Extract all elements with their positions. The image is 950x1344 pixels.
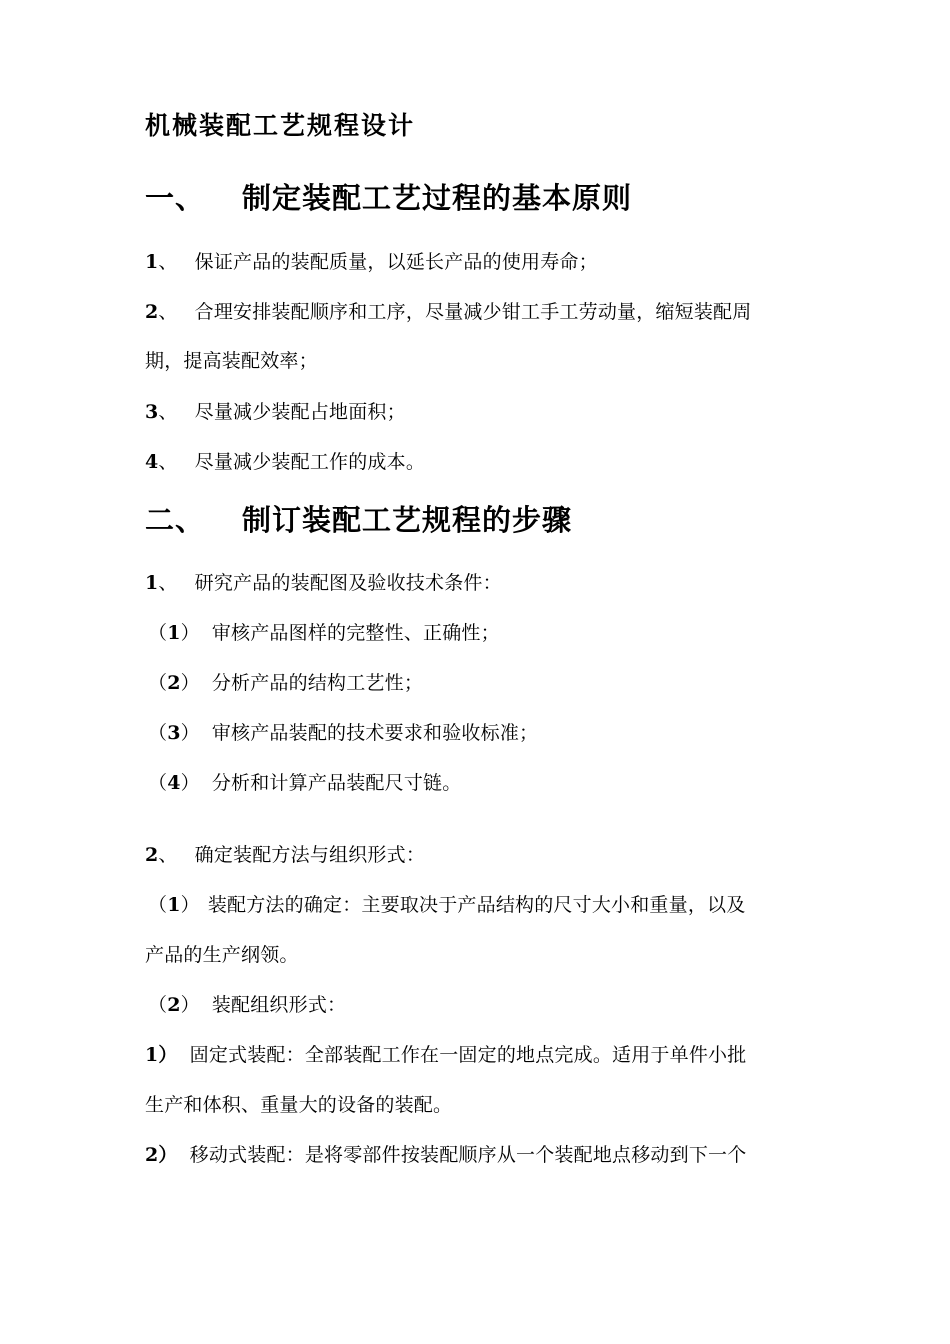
section-number: 二、 xyxy=(145,503,206,537)
sub-item: （3） 审核产品装配的技术要求和验收标准； xyxy=(148,722,539,744)
list-item xyxy=(145,447,425,474)
sub-item: （2） 装配组织形式： xyxy=(148,994,347,1016)
item-text: 移动式装配：是将零部件按装配顺序从一个装配地点移动到下一个 xyxy=(189,1144,747,1166)
form-item-continuation: 生产和体积、重量大的设备的装配。 xyxy=(145,1094,453,1116)
item-text: 分析和计算产品装配尺寸链。 xyxy=(211,772,462,794)
item-marker: 4 xyxy=(167,772,181,794)
item-separator: 、 xyxy=(158,844,178,866)
item-marker: 2 xyxy=(145,301,159,323)
section-heading-1 xyxy=(145,176,632,217)
section-heading-2 xyxy=(145,498,572,539)
item-text: 固定式装配：全部装配工作在一固定的地点完成。适用于单件小批 xyxy=(189,1044,747,1066)
sub-item: （1） 审核产品图样的完整性、正确性； xyxy=(148,622,500,644)
item-marker: 1 xyxy=(145,251,159,273)
item-separator: 、 xyxy=(158,301,178,323)
section-number: 一、 xyxy=(145,181,206,215)
sub-item: （4） 分析和计算产品装配尺寸链。 xyxy=(148,772,462,794)
item-marker: 3 xyxy=(145,401,159,423)
item-text: 审核产品图样的完整性、正确性； xyxy=(211,622,500,644)
section-title: 制定装配工艺过程的基本原则 xyxy=(242,181,633,215)
item-text: 装配方法的确定：主要取决于产品结构的尺寸大小和重量，以及 xyxy=(207,894,746,916)
item-text: 装配组织形式： xyxy=(211,994,347,1016)
list-item xyxy=(145,247,598,274)
section-title: 制订装配工艺规程的步骤 xyxy=(242,503,573,537)
step-item xyxy=(145,840,425,867)
item-separator: 、 xyxy=(158,451,178,473)
item-marker: 2 xyxy=(167,672,181,694)
sub-item-continuation: 产品的生产纲领。 xyxy=(145,944,299,966)
item-marker: 1 xyxy=(167,894,181,916)
item-marker: 3 xyxy=(167,722,181,744)
document-title: 机械装配工艺规程设计 xyxy=(145,111,416,140)
item-marker: 2 xyxy=(145,844,159,866)
item-text: 尽量减少装配工作的成本。 xyxy=(194,451,426,473)
item-separator: 、 xyxy=(158,401,178,423)
item-text: 研究产品的装配图及验收技术条件： xyxy=(194,572,502,594)
item-marker: 2 xyxy=(167,994,181,1016)
item-text: 审核产品装配的技术要求和验收标准； xyxy=(211,722,539,744)
form-item: 2） 移动式装配：是将零部件按装配顺序从一个装配地点移动到下一个 xyxy=(145,1144,747,1166)
item-text: 分析产品的结构工艺性； xyxy=(211,672,424,694)
sub-item: （1） 装配方法的确定：主要取决于产品结构的尺寸大小和重量，以及 xyxy=(148,894,746,916)
list-item xyxy=(145,397,406,424)
item-marker: 1 xyxy=(167,622,181,644)
item-separator: 、 xyxy=(158,572,178,594)
item-separator: 、 xyxy=(158,251,178,273)
item-text: 保证产品的装配质量，以延长产品的使用寿命； xyxy=(194,251,598,273)
item-text: 确定装配方法与组织形式： xyxy=(194,844,426,866)
item-marker: 2 xyxy=(145,1144,159,1166)
item-text: 合理安排装配顺序和工序，尽量减少钳工手工劳动量，缩短装配周 xyxy=(194,301,752,323)
item-marker: 1 xyxy=(145,572,159,594)
sub-item: （2） 分析产品的结构工艺性； xyxy=(148,672,424,694)
item-marker: 1 xyxy=(145,1044,159,1066)
item-marker: 4 xyxy=(145,451,159,473)
item-text: 尽量减少装配占地面积； xyxy=(194,401,406,423)
list-item-continuation: 期，提高装配效率； xyxy=(145,350,318,372)
form-item: 1） 固定式装配：全部装配工作在一固定的地点完成。适用于单件小批 xyxy=(145,1044,747,1066)
step-item xyxy=(145,568,502,595)
list-item xyxy=(145,297,751,324)
